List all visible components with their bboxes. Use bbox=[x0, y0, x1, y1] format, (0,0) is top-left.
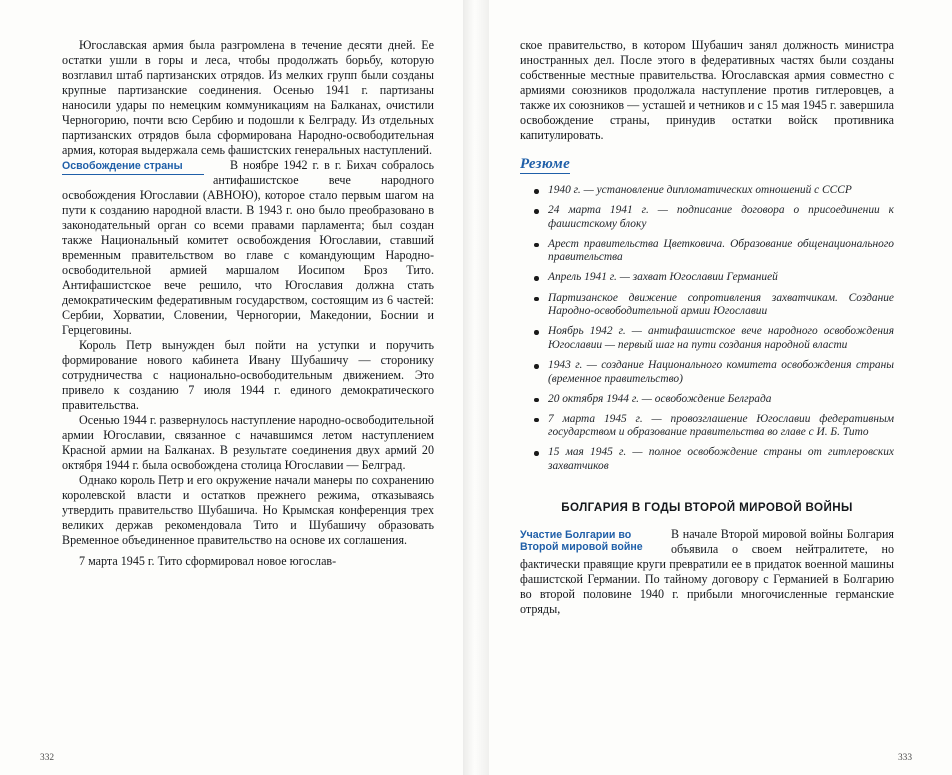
list-item: Партизанское движение сопротивления захватчикам. Создание Народно-освободительной армии Югославии bbox=[534, 292, 894, 319]
list-item: 20 октября 1944 г. — освобождение Белграда bbox=[534, 393, 894, 407]
list-item: 24 марта 1941 г. — подписание договора о присоединении к фашистскому блоку bbox=[534, 204, 894, 231]
resume-heading: Резюме bbox=[520, 156, 571, 172]
list-item: Арест правительства Цветковича. Образование общенационального правительства bbox=[534, 238, 894, 265]
resume-section bbox=[520, 143, 894, 474]
side-heading-block bbox=[62, 158, 434, 338]
resume-list bbox=[520, 184, 894, 474]
list-item: 1940 г. — установление дипломатических отношений с СССР bbox=[534, 184, 894, 198]
paragraph: Король Петр вынужден был пойти на уступки и поручить формирование нового кабинета Ивану Шубашичу — сторонику сотрудничества с национально-освободительным движением. Это привело к созданию 7 июля 1944 г. единого демократического правительства. bbox=[62, 338, 434, 412]
chapter-title: БОЛГАРИЯ В ГОДЫ ВТОРОЙ МИРОВОЙ ВОЙНЫ bbox=[561, 500, 853, 514]
side-heading-block bbox=[520, 527, 894, 617]
right-page bbox=[480, 0, 952, 775]
side-heading-bulgaria: Участие Болгарии во Второй мировой войне bbox=[520, 528, 643, 553]
list-item: 1943 г. — создание Национального комитета освобождения страны (временное правительство) bbox=[534, 359, 894, 386]
list-item: 15 мая 1945 г. — полное освобождение страны от гитлеровских захватчиков bbox=[534, 446, 894, 473]
right-page-text-column bbox=[520, 38, 894, 617]
page-number-right: 333 bbox=[897, 753, 912, 763]
paragraph: Осенью 1944 г. развернулось наступление народно-освободительной армии Югославии, связанное с начавшимся летом наступлением Красной армии на Балканах. В результате соединения двух армий 20 октября 1944 г. была освобождена столица Югославии — Белград. bbox=[62, 413, 434, 472]
left-page-text-column bbox=[62, 38, 434, 569]
list-item: Апрель 1941 г. — захват Югославии Германией bbox=[534, 271, 894, 285]
paragraph: Югославская армия была разгромлена в течение десяти дней. Ее остатки ушли в горы и леса, чтобы продолжать борьбу, которую возглавил штаб партизанских отрядов. Из мелких групп были созданы крупные партизанские соединения. Осенью 1941 г. партизаны наносили удары по немецким коммуникациям на Балканах, очистили Черногорию, почти всю Сербию и подошли к Белграду. Из отдельных партизанских отрядов была сформирована Народно-освободительная армия, которая выдержала семь фашистских генеральных наступлений. bbox=[62, 38, 434, 157]
left-page bbox=[0, 0, 472, 775]
paragraph: 7 марта 1945 г. Тито сформировал новое югослав- bbox=[79, 554, 337, 568]
paragraph: ское правительство, в котором Шубашич занял должность министра иностранных дел. После этого в федеративных частях были созданы собственные местные правительства. Югославская армия совместно с армиями союзников продолжала наступление против гитлеровцев, а также их союзников — усташей и четников и с 15 мая 1945 г. завершила освобождение страны, принудив остатки войск противника капитулировать. bbox=[520, 38, 894, 142]
side-heading-liberation: Освобождение страны bbox=[62, 160, 204, 175]
paragraph: В ноябре 1942 г. в г. Бихач собралось антифашистское вече народного освобождения Югославии (АВНОЮ), которое стало первым шагом на пути к созданию народной власти. В 1943 г. оно было преобразовано в законодательный орган со всеми правами парламента; был создан также Национальный комитет освобождения Югославии, ставший временным правительством во главе с командующим Народно-освободительной армией маршалом Иосипом Броз Тито. Антифашистское вече решило, что Югославия должна стать демократическим федеративным государством, состоящим из 6 частей: Сербии, Хорватии, Словении, Черногории, Македонии, Боснии и Герцеговины. bbox=[62, 158, 434, 337]
paragraph: Однако король Петр и его окружение начали манеры по сохранению королевской власти и остатков прежнего режима, отказываясь утвердить правительство Шубашича. Но Крымская конференция трех великих держав рекомендовала Тито и Шубашичу образовать Временное объединенное правительство на основе их соглашения. bbox=[62, 473, 434, 547]
page-number-left: 332 bbox=[40, 753, 55, 763]
list-item: Ноябрь 1942 г. — антифашистское вече народного освобождения Югославии — первый шаг на пути создания народной власти bbox=[534, 325, 894, 352]
paragraph: В начале Второй мировой войны Болгария объявила о своем нейтралитете, но фактически правящие круги превратили ее в придаток военной машины фашистской Германии. По тайному договору с Германией в Болгарию во второй половине 1940 г. прибыли многочисленные германские отряды, bbox=[520, 526, 894, 616]
list-item: 7 марта 1945 г. — провозглашение Югославии федеративным государством и образование правительства во главе с И. Б. Тито bbox=[534, 413, 894, 440]
